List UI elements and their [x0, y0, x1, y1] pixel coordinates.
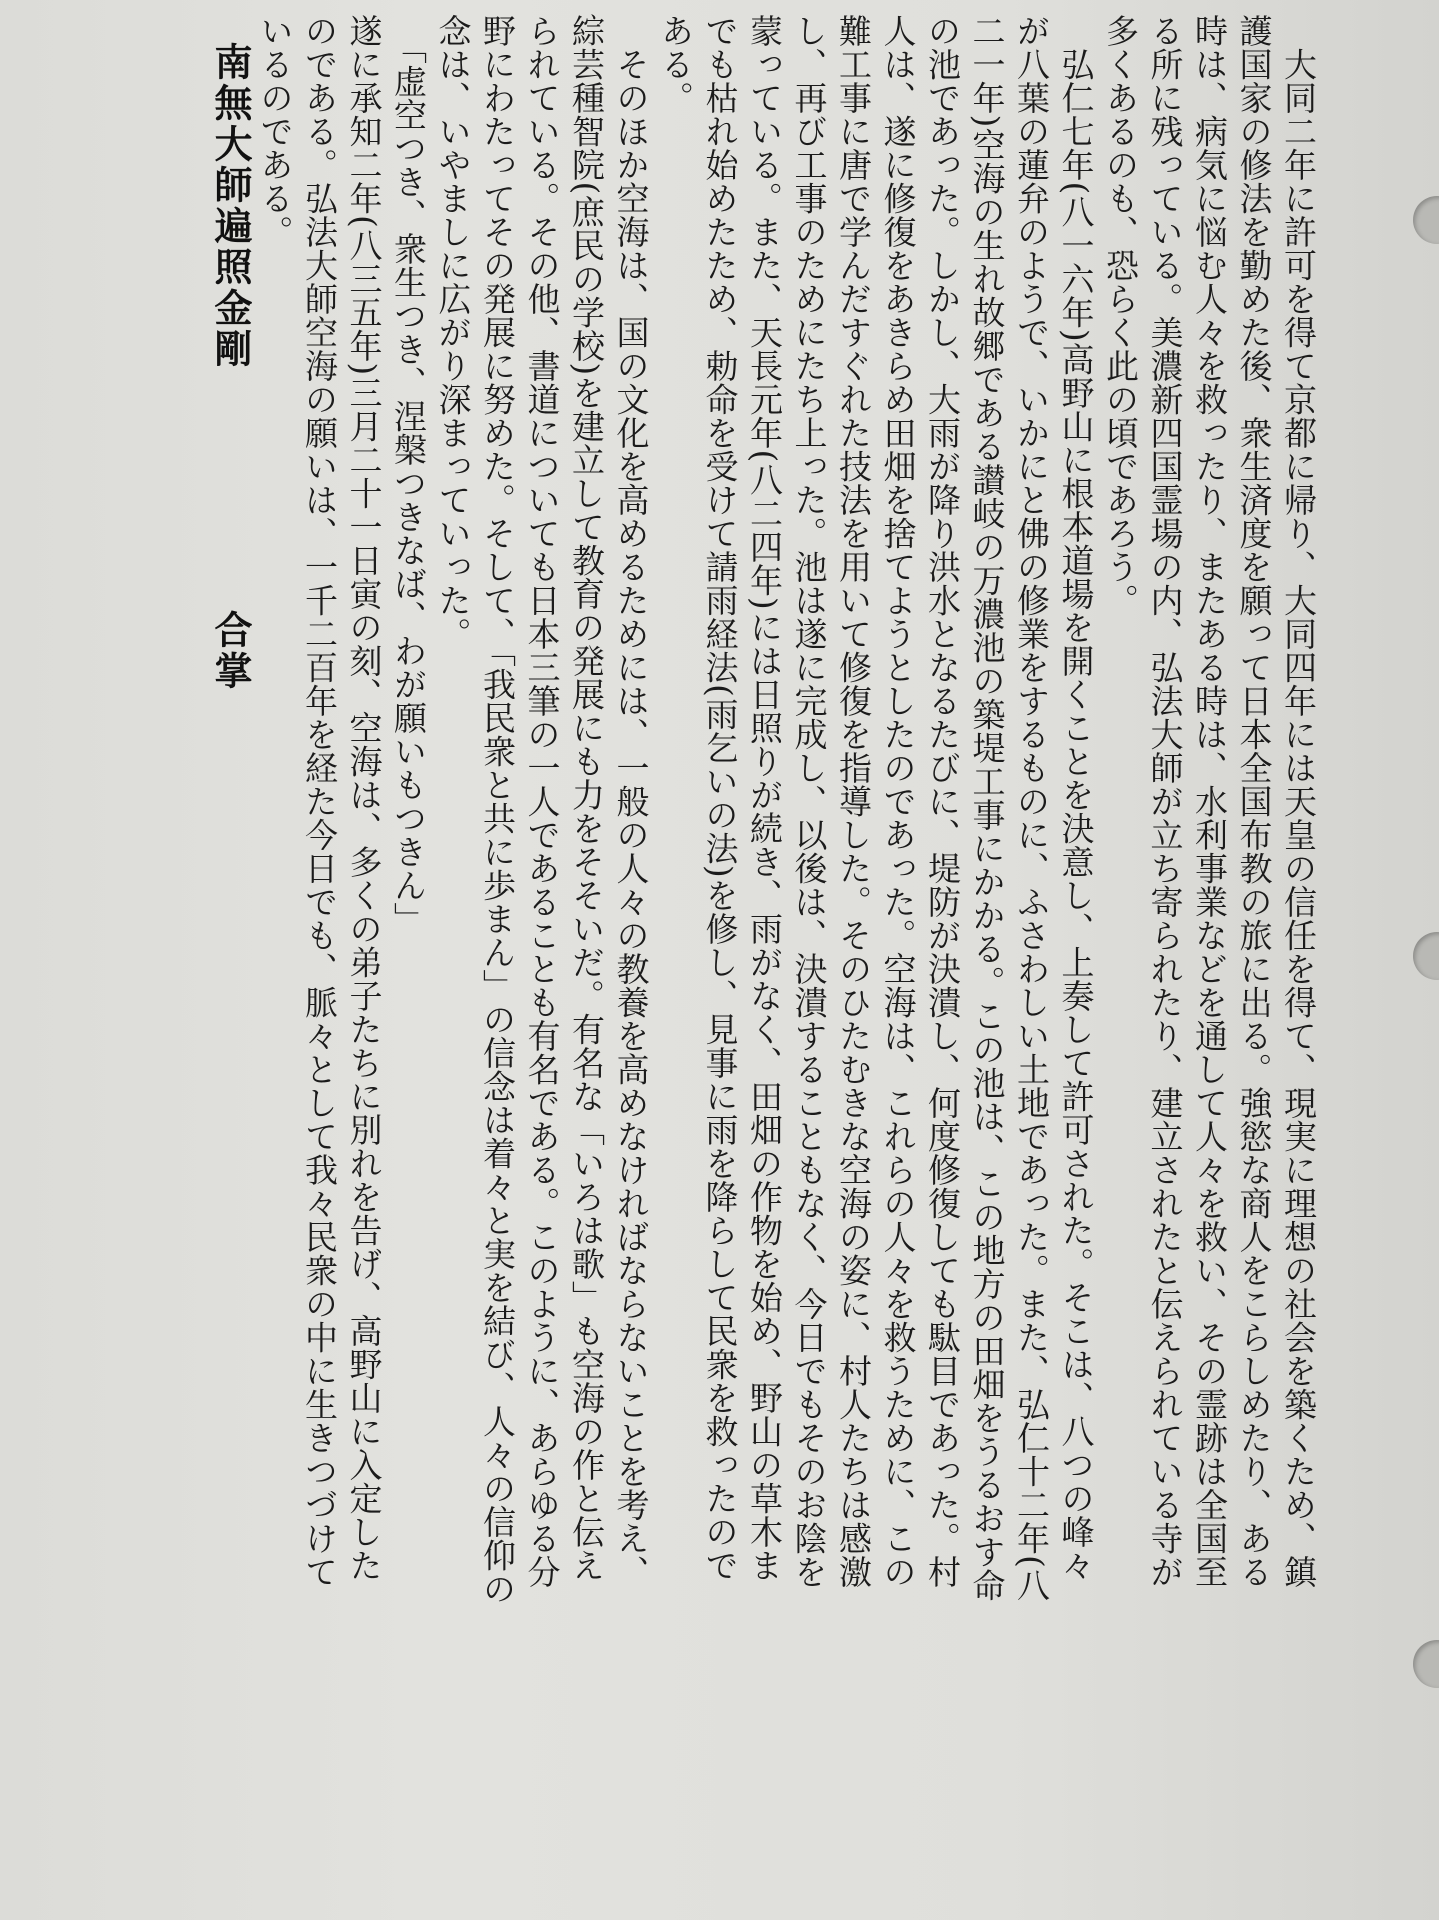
invocation-text: 南無大師遍照金剛: [208, 42, 253, 370]
paragraph: 弘仁七年(八一六年)高野山に根本道場を開くことを決意し、上奏して許可された。そこは、八つの峰々 が八葉の蓮弁のようで、いかにと佛の修業をするものに、ふさわしい土地であった。また、弘仁十二年(八 二一年)空海の生れ故郷である讃岐の万濃池の築堤工事にかかる。この池は、この地方の田畑をうるおす命 の池であった。しかし、大雨が降り洪水となるたびに、堤防が決潰し、何度修復しても駄目であった。村 人は、遂に修復をあきらめ田畑を捨てようとしたのであった。空海は、これらの人々を救うために、この 難工事に唐で学んだすぐれた技法を用いて修復を指導した。そのひたむきな空海の姿に、村人たちは感激 し、再び工事のためにたち上った。池は遂に完成し、以後は、決潰することもなく、今日でもそのお陰を 蒙っている。また、天長元年(八二四年)には日照りが続き、雨がなく、田畑の作物を始め、野山の草木ま でも枯れ始めたため、勅命を受けて請雨経法(雨乞いの法)を修し、見事に雨を降らして民衆を救ったので ある。: [656, 14, 1096, 1602]
paragraph: 「虚空つき、衆生つき、涅槃つきなば、わが願いもつきん」 遂に承知二年(八三五年)三月二十一日寅の刻、空海は、多くの弟子たちに別れを告げ、高野山に入定した のである。弘法大師空海の願いは、一千二百年を経た今日でも、脈々として我々民衆の中に生きつづけて いるのである。: [255, 14, 428, 1589]
closing-line: [208, 42, 253, 1894]
vertical-text-body: [70, 14, 1320, 1894]
binder-hole: [1413, 932, 1439, 980]
paragraph: そのほか空海は、国の文化を高めるためには、一般の人々の教養を高めなければならないことを考え、 綜芸種智院(庶民の学校)を建立して教育の発展にも力をそそいだ。有名な「いろは歌」も空海の作と伝え られている。その他、書道についても日本三筆の一人であることも有名である。このように、あらゆる分 野にわたってその発展に努めた。そして、「我民衆と共に歩まん」の信念は着々と実を結び、人々の信仰の 念は、いやましに広がり深まっていった。: [433, 14, 651, 1606]
binder-hole: [1413, 1640, 1439, 1688]
binder-hole: [1413, 196, 1439, 244]
paragraph: 大同二年に許可を得て京都に帰り、大同四年には天皇の信任を得て、現実に理想の社会を築くため、鎮 護国家の修法を勤めた後、衆生済度を願って日本全国布教の旅に出る。強慾な商人をこらしめたり、ある 時は、病気に悩む人々を救ったり、またある時は、水利事業などを通して人々を救い、その霊跡は全国至 る所に残っている。美濃新四国霊場の内、弘法大師が立ち寄られたり、建立されたと伝えられている寺が 多くあるのも、恐らく此の頃であろう。: [1101, 14, 1318, 1589]
gassho-text: 合掌: [208, 610, 253, 692]
